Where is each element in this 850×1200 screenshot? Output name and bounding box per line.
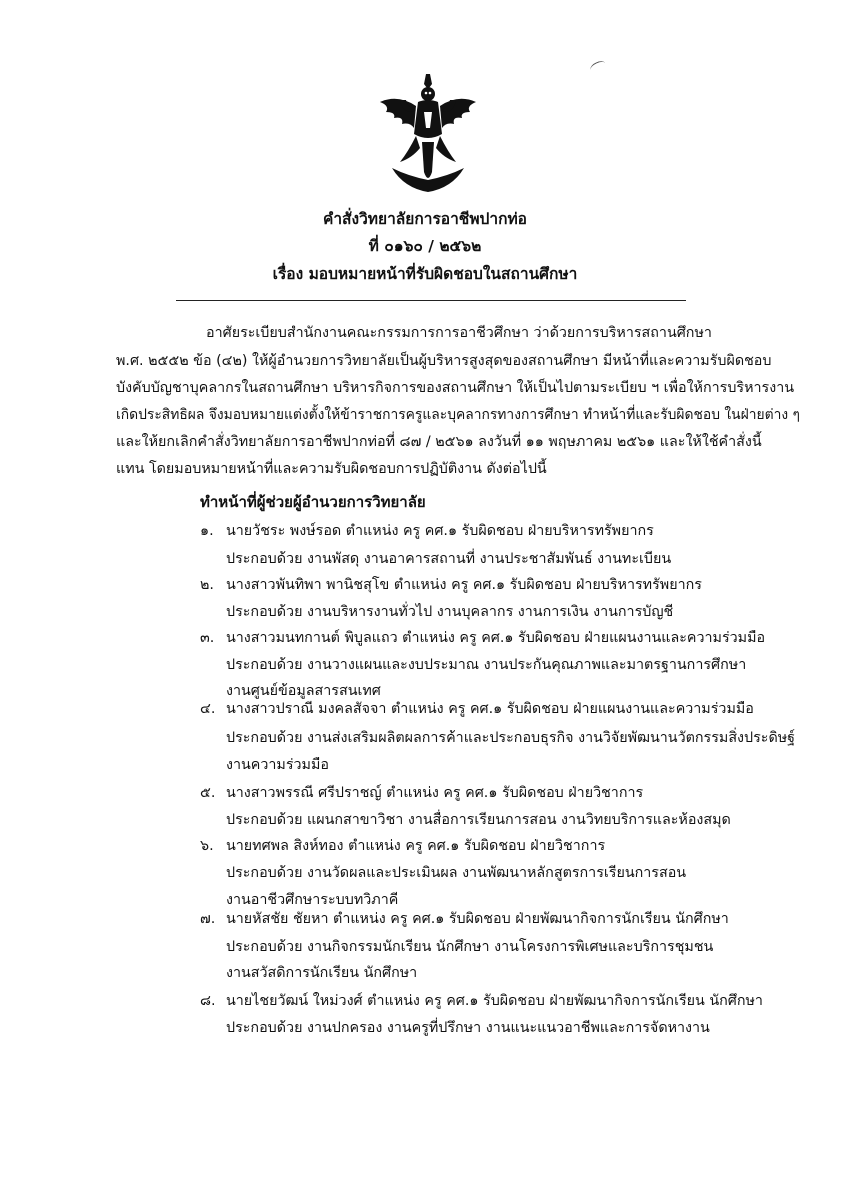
item-number: ๖.: [200, 838, 214, 854]
garuda-emblem-icon: [372, 72, 484, 196]
section-heading: ทำหน้าที่ผู้ช่วยผู้อำนวยการวิทยาลัย: [200, 493, 426, 511]
intro-line: อาศัยระเบียบสำนักงานคณะกรรมการการอาชีวศึกษา ว่าด้วยการบริหารสถานศึกษา: [206, 325, 712, 341]
assignment-line: นางสาวมนทกานต์ พิบูลแถว ตำแหน่ง ครู คศ.๑ รับผิดชอบ ฝ่ายแผนงานและความร่วมมือ: [226, 630, 766, 646]
assignment-line: นายวัชระ พงษ์รอด ตำแหน่ง ครู คศ.๑ รับผิดชอบ ฝ่ายบริหารทรัพยากร: [226, 523, 654, 539]
item-number: ๒.: [200, 577, 214, 593]
order-title: คำสั่งวิทยาลัยการอาชีพปากท่อ: [322, 210, 527, 228]
assignment-line: นายทศพล สิงห์ทอง ตำแหน่ง ครู คศ.๑ รับผิดชอบ ฝ่ายวิชาการ: [226, 838, 606, 854]
item-number: ๕.: [200, 785, 216, 801]
assignment-line: งานความร่วมมือ: [226, 757, 329, 773]
order-subject: เรื่อง มอบหมายหน้าที่รับผิดชอบในสถานศึกษา: [272, 265, 578, 283]
intro-line: แทน โดยมอบหมายหน้าที่และความรับผิดชอบการปฏิบัติงาน ดังต่อไปนี้: [116, 461, 547, 477]
assignment-line: ประกอบด้วย งานกิจกรรมนักเรียน นักศึกษา งานโครงการพิเศษและบริการชุมชน: [226, 939, 714, 955]
assignment-line: ประกอบด้วย งานวางแผนและงบประมาณ งานประกันคุณภาพและมาตรฐานการศึกษา: [226, 657, 747, 673]
assignment-line: ประกอบด้วย แผนกสาขาวิชา งานสื่อการเรียนการสอน งานวิทยบริการและห้องสมุด: [226, 812, 731, 828]
assignment-line: งานศูนย์ข้อมูลสารสนเทศ: [226, 683, 381, 699]
assignment-line: นายหัสชัย ชัยหา ตำแหน่ง ครู คศ.๑ รับผิดชอบ ฝ่ายพัฒนากิจการนักเรียน นักศึกษา: [226, 911, 729, 927]
assignment-line: ประกอบด้วย งานพัสดุ งานอาคารสถานที่ งานประชาสัมพันธ์ งานทะเบียน: [226, 551, 672, 567]
item-number: ๑.: [200, 523, 214, 539]
item-number: ๗.: [200, 911, 216, 927]
item-number: ๔.: [200, 701, 216, 717]
order-number: ที่ ๐๑๖๐ / ๒๕๖๒: [368, 237, 482, 255]
item-number: ๓.: [200, 630, 215, 646]
assignment-line: งานอาชีวศึกษาระบบทวิภาคี: [226, 892, 399, 908]
intro-line: บังคับบัญชาบุคลากรในสถานศึกษา บริหารกิจการของสถานศึกษา ให้เป็นไปตามระเบียบ ฯ เพื่อให้การบริหารงาน: [116, 380, 795, 396]
assignment-line: ประกอบด้วย งานวัดผลและประเมินผล งานพัฒนาหลักสูตรการเรียนการสอน: [226, 865, 687, 881]
assignment-line: นางสาวพรรณี ศรีปราชญ์ ตำแหน่ง ครู คศ.๑ รับผิดชอบ ฝ่ายวิชาการ: [226, 785, 644, 801]
assignment-line: นางสาวพันทิพา พานิชสุโข ตำแหน่ง ครู คศ.๑ รับผิดชอบ ฝ่ายบริหารทรัพยากร: [226, 577, 702, 593]
header-divider: [176, 300, 686, 301]
intro-line: และให้ยกเลิกคำสั่งวิทยาลัยการอาชีพปากท่อที่ ๘๗ / ๒๕๖๑ ลงวันที่ ๑๑ พฤษภาคม ๒๕๖๑ และให้ใช้คำสั่งนี้: [116, 434, 762, 450]
assignment-line: งานสวัสดิการนักเรียน นักศึกษา: [226, 965, 418, 981]
stray-pen-mark: [589, 59, 607, 74]
assignment-line: ประกอบด้วย งานส่งเสริมผลิตผลการค้าและประกอบธุรกิจ งานวิจัยพัฒนานวัตกรรมสิ่งประดิษฐ์: [226, 730, 796, 746]
assignment-line: ประกอบด้วย งานปกครอง งานครูที่ปรึกษา งานแนะแนวอาชีพและการจัดหางาน: [226, 1020, 710, 1036]
intro-line: พ.ศ. ๒๕๕๒ ข้อ (๔๒) ให้ผู้อำนวยการวิทยาลัยเป็นผู้บริหารสูงสุดของสถานศึกษา มีหน้าที่และความรับผิดชอบ: [116, 353, 772, 369]
intro-line: เกิดประสิทธิผล จึงมอบหมายแต่งตั้งให้ข้าราชการครูและบุคลากรทางการศึกษา ทำหน้าที่และรับผิดชอบ ในฝ่ายต่าง ๆ: [116, 407, 800, 423]
assignment-line: ประกอบด้วย งานบริหารงานทั่วไป งานบุคลากร งานการเงิน งานการบัญชี: [226, 604, 674, 620]
item-number: ๘.: [200, 993, 216, 1009]
assignment-line: นางสาวปราณี มงคลสัจจา ตำแหน่ง ครู คศ.๑ รับผิดชอบ ฝ่ายแผนงานและความร่วมมือ: [226, 701, 754, 717]
assignment-line: นายไชยวัฒน์ ใหม่วงศ์ ตำแหน่ง ครู คศ.๑ รับผิดชอบ ฝ่ายพัฒนากิจการนักเรียน นักศึกษา: [226, 993, 763, 1009]
